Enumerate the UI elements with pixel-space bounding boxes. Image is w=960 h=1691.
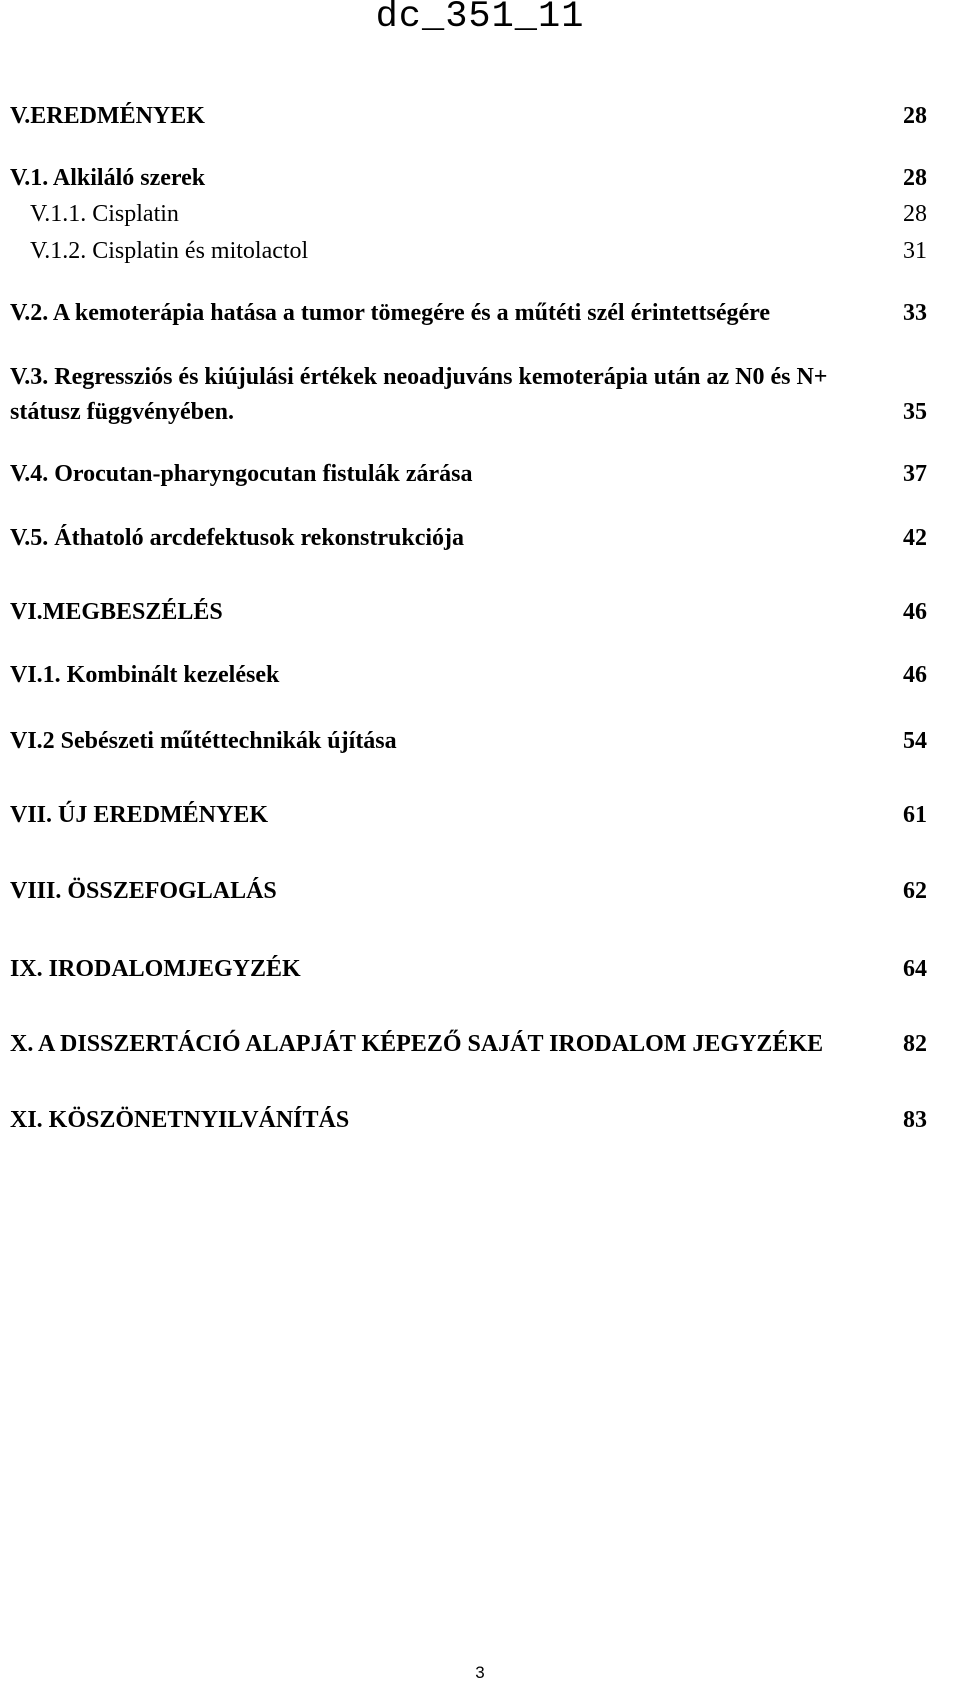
toc-entry-page: 46 (903, 662, 927, 688)
toc-entry-title: V.1. Alkiláló szerek (10, 165, 206, 191)
toc-entry-title: VII. ÚJ EREDMÉNYEK (10, 802, 269, 828)
toc-entry-title: XI. KÖSZÖNETNYILVÁNÍTÁS (10, 1107, 350, 1133)
toc-entry-title: V.2. A kemoterápia hatása a tumor tömegére és a műtéti szél érintettségére (10, 300, 771, 326)
toc-entry-page: 31 (903, 238, 927, 264)
toc-entry-page: 83 (903, 1107, 927, 1133)
toc-entry-page: 61 (903, 802, 927, 828)
toc-entry-title: V.EREDMÉNYEK (10, 103, 205, 129)
toc-entry-title: V.3. Regressziós és kiújulási értékek neoadjuváns kemoterápia után az N0 és N+ (10, 364, 828, 390)
toc-entry-title: VI.MEGBESZÉLÉS (10, 599, 223, 625)
toc-entry-title: IX. IRODALOMJEGYZÉK (10, 956, 301, 982)
toc-entry-title: V.1.2. Cisplatin és mitolactol (30, 238, 309, 264)
toc-entry-title: VI.1. Kombinált kezelések (10, 662, 280, 688)
page-number: 3 (475, 1663, 485, 1682)
toc-entry-page: 28 (903, 103, 927, 129)
toc-entry-page: 42 (903, 525, 927, 551)
toc-entry-title: V.1.1. Cisplatin (30, 201, 179, 227)
document-id-header: dc_351_11 (375, 0, 585, 38)
toc-entry-title: VIII. ÖSSZEFOGLALÁS (10, 878, 277, 904)
toc-entry-page: 54 (903, 728, 927, 754)
toc-entry-page: 82 (903, 1031, 927, 1057)
toc-entry-page: 46 (903, 599, 927, 625)
toc-entry-page: 28 (903, 201, 927, 227)
toc-entry-page: 62 (903, 878, 927, 904)
toc-entry-title: VI.2 Sebészeti műtéttechnikák újítása (10, 728, 397, 754)
toc-entry-title: V.4. Orocutan-pharyngocutan fistulák zárása (10, 461, 473, 487)
toc-entry-page: 35 (903, 399, 927, 425)
toc-entry-title-continuation: státusz függvényében. (10, 399, 235, 425)
toc-entry-page: 28 (903, 165, 927, 191)
toc-entry-page: 64 (903, 956, 927, 982)
toc-entry-title: V.5. Áthatoló arcdefektusok rekonstrukciója (10, 525, 465, 551)
toc-entry-page: 37 (903, 461, 927, 487)
toc-entry-page: 33 (903, 300, 927, 326)
toc-entry-title: X. A DISSZERTÁCIÓ ALAPJÁT KÉPEZŐ SAJÁT IRODALOM JEGYZÉKE (10, 1031, 824, 1057)
